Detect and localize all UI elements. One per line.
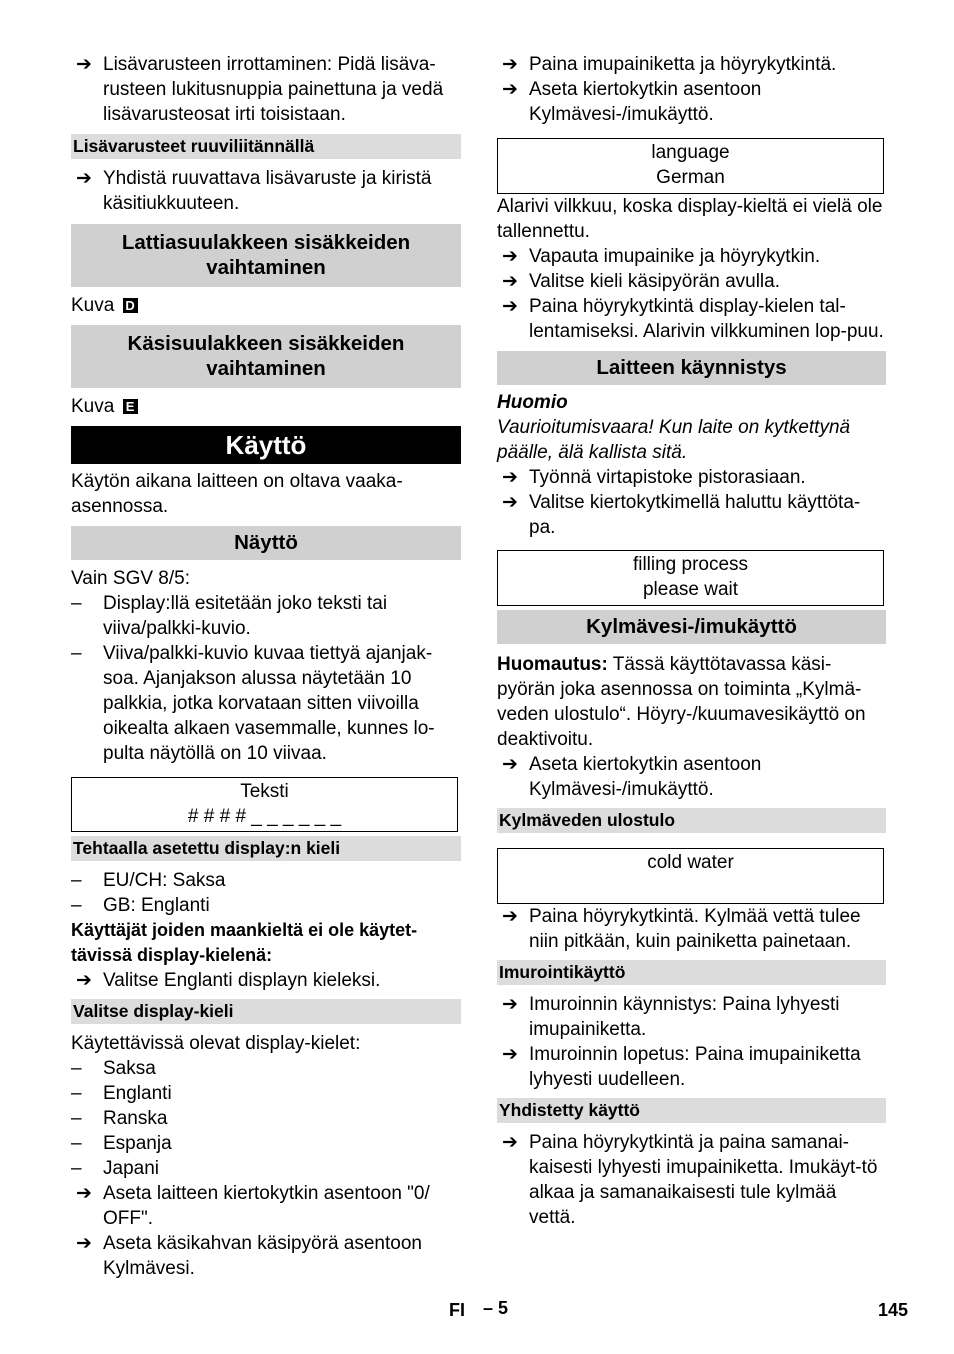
footer-language-code: FI bbox=[449, 1300, 465, 1320]
instruction-item bbox=[497, 269, 886, 294]
display-line: Teksti bbox=[240, 781, 289, 802]
list-item bbox=[71, 868, 461, 893]
instruction-text: Paina höyrykytkintä ja paina samanai-kaisesti lyhyesti imupainiketta. Imukäyt-tö alkaa ja samanaikaisesti tule kylmää vettä. bbox=[529, 1132, 878, 1228]
display-line: please wait bbox=[642, 579, 739, 600]
arrow-icon: ➔ bbox=[76, 54, 92, 75]
section-heading-accessories-screw: Lisävarusteet ruuviliitännällä bbox=[71, 134, 461, 159]
instruction-item bbox=[497, 465, 886, 490]
instruction-item bbox=[497, 1130, 886, 1230]
display-line: German bbox=[656, 167, 725, 188]
instruction-item bbox=[497, 52, 886, 77]
instruction-text: Aseta kiertokytkin asentoon Kylmävesi-/imukäyttö. bbox=[529, 79, 762, 125]
right-column bbox=[497, 52, 886, 1230]
section-heading-floor-nozzle: Lattiasuulakkeen sisäkkeiden vaihtaminen bbox=[71, 224, 461, 287]
note-text: Vaurioitumisvaara! Kun laite on kytkettynä päälle, älä kallista sitä. bbox=[497, 417, 851, 463]
instruction-text: Valitse kieli käsipyörän avulla. bbox=[529, 271, 780, 292]
list-text: Ranska bbox=[103, 1108, 168, 1129]
display-line: language bbox=[651, 142, 730, 163]
display-box-cold-water bbox=[497, 848, 884, 904]
body-text: Käytettävissä olevat display-kielet: bbox=[71, 1033, 361, 1054]
dash-icon: – bbox=[71, 1133, 82, 1154]
list-item bbox=[71, 591, 461, 641]
instruction-text: Lisävarusteen irrottaminen: Pidä lisäva-rusteen lukitusnuppia painettuna ja vedä lisävarusteosat irti toisistaan. bbox=[103, 54, 444, 125]
display-line: cold water bbox=[647, 852, 734, 873]
instruction-text: Työnnä virtapistoke pistorasiaan. bbox=[529, 467, 806, 488]
list-item bbox=[71, 1056, 461, 1081]
figure-label: Kuva bbox=[71, 295, 115, 316]
dash-icon: – bbox=[71, 895, 82, 916]
display-line: filling process bbox=[632, 554, 749, 575]
arrow-icon: ➔ bbox=[502, 906, 518, 927]
instruction-text: Imuroinnin lopetus: Paina imupainiketta lyhyesti uudelleen. bbox=[529, 1044, 861, 1090]
instruction-item bbox=[497, 77, 886, 127]
figure-letter-d: D bbox=[123, 298, 138, 313]
instruction-item bbox=[71, 52, 461, 127]
display-box-language bbox=[497, 138, 884, 194]
instruction-item bbox=[497, 752, 886, 802]
section-heading-hand-nozzle: Käsisuulakkeen sisäkkeiden vaihtaminen bbox=[71, 325, 461, 388]
instruction-text: Yhdistä ruuvattava lisävaruste ja kiristä käsitiukkuuteen. bbox=[103, 168, 432, 214]
footer-section-page: – 5 bbox=[483, 1298, 509, 1318]
instruction-text: Aseta kiertokytkin asentoon Kylmävesi-/imukäyttö. bbox=[529, 754, 762, 800]
instruction-item bbox=[71, 1181, 461, 1231]
instruction-text: Aseta laitteen kiertokytkin asentoon "0/ OFF". bbox=[103, 1183, 430, 1229]
display-box-text bbox=[71, 777, 458, 832]
dash-icon: – bbox=[71, 643, 82, 664]
list-item bbox=[71, 1081, 461, 1106]
list-text: Englanti bbox=[103, 1083, 172, 1104]
section-heading-cold-water-outlet: Kylmäveden ulostulo bbox=[497, 808, 886, 833]
section-heading-startup: Laitteen käynnistys bbox=[497, 351, 886, 385]
body-text bbox=[497, 652, 886, 752]
list-item bbox=[71, 893, 461, 918]
arrow-icon: ➔ bbox=[502, 994, 518, 1015]
arrow-icon: ➔ bbox=[502, 271, 518, 292]
list-text: Saksa bbox=[103, 1058, 156, 1079]
body-text: Alarivi vilkkuu, koska display-kieltä ei vielä ole tallennettu. bbox=[497, 196, 883, 242]
instruction-item bbox=[71, 1231, 461, 1281]
body-text: Vain SGV 8/5: bbox=[71, 568, 190, 589]
list-item bbox=[71, 1106, 461, 1131]
note-label: Huomautus: bbox=[497, 654, 608, 675]
left-column bbox=[71, 52, 461, 1281]
arrow-icon: ➔ bbox=[502, 246, 518, 267]
arrow-icon: ➔ bbox=[502, 54, 518, 75]
dash-icon: – bbox=[71, 1058, 82, 1079]
list-text: Viiva/palkki-kuvio kuvaa tiettyä ajanjak-soa. Ajanjakson alussa näytetään 10 palkkia, jotka korvataan sitten viivoilla oikealta alkaen vasemmalle, kunnes lo-pulta näytöllä on 10 viivaa. bbox=[103, 643, 435, 764]
arrow-icon: ➔ bbox=[502, 296, 518, 317]
instruction-text: Vapauta imupainike ja höyrykytkin. bbox=[529, 246, 821, 267]
arrow-icon: ➔ bbox=[502, 1044, 518, 1065]
dash-icon: – bbox=[71, 1158, 82, 1179]
instruction-item bbox=[497, 904, 886, 954]
arrow-icon: ➔ bbox=[502, 754, 518, 775]
instruction-item bbox=[71, 968, 461, 993]
section-heading-cold-water-suction: Kylmävesi-/imukäyttö bbox=[497, 610, 886, 644]
figure-label: Kuva bbox=[71, 396, 115, 417]
instruction-text: Imuroinnin käynnistys: Paina lyhyesti imupainiketta. bbox=[529, 994, 840, 1040]
section-heading-select-language: Valitse display-kieli bbox=[71, 999, 461, 1024]
arrow-icon: ➔ bbox=[76, 970, 92, 991]
instruction-text: Paina imupainiketta ja höyrykytkintä. bbox=[529, 54, 837, 75]
dash-icon: – bbox=[71, 870, 82, 891]
list-text: EU/CH: Saksa bbox=[103, 870, 226, 891]
instruction-text: Paina höyrykytkintä. Kylmää vettä tulee niin pitkään, kuin painiketta painetaan. bbox=[529, 906, 861, 952]
instruction-item bbox=[497, 490, 886, 540]
instruction-text: Valitse Englanti displayn kieleksi. bbox=[103, 970, 381, 991]
list-text: Espanja bbox=[103, 1133, 172, 1154]
section-heading-vacuum-mode: Imurointikäyttö bbox=[497, 960, 886, 985]
instruction-item bbox=[497, 244, 886, 269]
arrow-icon: ➔ bbox=[76, 1233, 92, 1254]
instruction-item bbox=[497, 1042, 886, 1092]
note-title: Huomio bbox=[497, 392, 568, 413]
instruction-text: Valitse kiertokytkimellä haluttu käyttöta-pa. bbox=[529, 492, 861, 538]
figure-reference bbox=[71, 293, 461, 318]
section-heading-factory-language: Tehtaalla asetettu display:n kieli bbox=[71, 836, 461, 861]
list-item bbox=[71, 1156, 461, 1181]
arrow-icon: ➔ bbox=[502, 492, 518, 513]
instruction-text: Paina höyrykytkintä display-kielen tal-lentamiseksi. Alarivin vilkkuminen lop-puu. bbox=[529, 296, 884, 342]
figure-reference bbox=[71, 394, 461, 419]
section-heading-display: Näyttö bbox=[71, 526, 461, 560]
list-text: GB: Englanti bbox=[103, 895, 210, 916]
instruction-item bbox=[497, 992, 886, 1042]
chapter-title: Käyttö bbox=[71, 426, 461, 464]
list-item bbox=[71, 1131, 461, 1156]
arrow-icon: ➔ bbox=[76, 1183, 92, 1204]
display-box-filling bbox=[497, 550, 884, 606]
list-text: Display:llä esitetään joko teksti tai viiva/palkki-kuvio. bbox=[103, 593, 388, 639]
arrow-icon: ➔ bbox=[502, 1132, 518, 1153]
instruction-item bbox=[71, 166, 461, 216]
section-heading-combined-mode: Yhdistetty käyttö bbox=[497, 1098, 886, 1123]
note-body: Tässä käyttötavassa käsi-pyörän joka asennossa on toiminta „Kylmä-veden ulostulo“. Höyry-/kuumavesikäyttö on deaktivoitu. bbox=[497, 654, 866, 750]
list-item bbox=[71, 641, 461, 766]
arrow-icon: ➔ bbox=[502, 467, 518, 488]
instruction-text: Aseta käsikahvan käsipyörä asentoon Kylmävesi. bbox=[103, 1233, 422, 1279]
dash-icon: – bbox=[71, 1108, 82, 1129]
list-text: Japani bbox=[103, 1158, 159, 1179]
figure-letter-e: E bbox=[123, 399, 138, 414]
instruction-item bbox=[497, 294, 886, 344]
dash-icon: – bbox=[71, 593, 82, 614]
body-text: Käytön aikana laitteen on oltava vaaka-asennossa. bbox=[71, 471, 403, 517]
display-line: # # # # _ _ _ _ _ _ bbox=[187, 806, 342, 827]
footer-page-number: 145 bbox=[878, 1300, 909, 1320]
arrow-icon: ➔ bbox=[502, 79, 518, 100]
arrow-icon: ➔ bbox=[76, 168, 92, 189]
body-text-bold: Käyttäjät joiden maankieltä ei ole käytet-tävissä display-kielenä: bbox=[71, 920, 418, 965]
dash-icon: – bbox=[71, 1083, 82, 1104]
